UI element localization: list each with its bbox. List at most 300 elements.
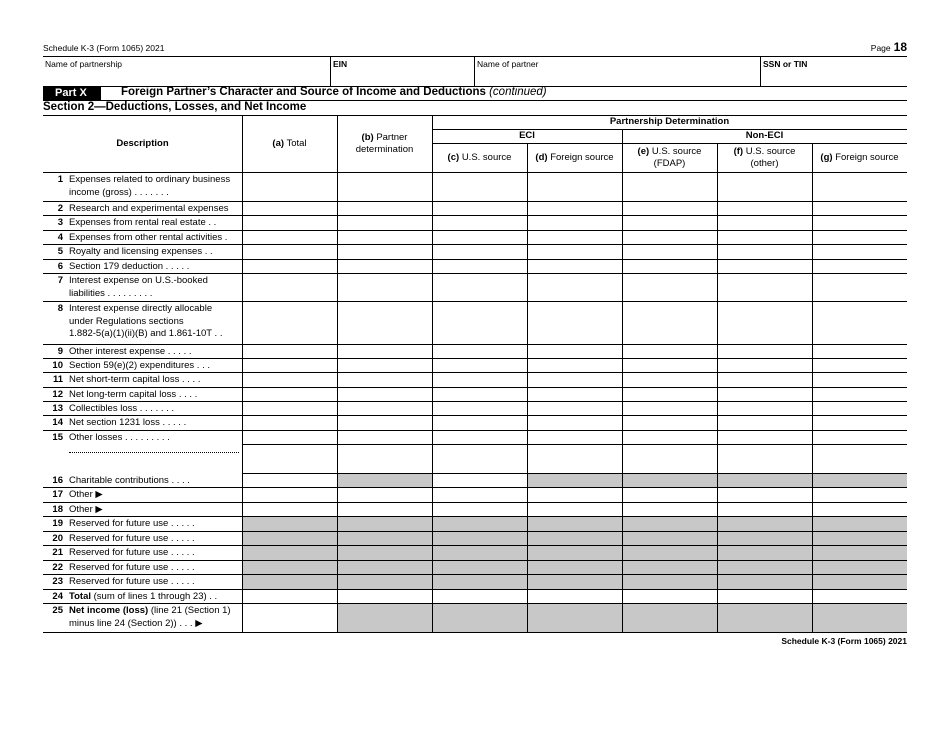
row-label-line: Section 179 deduction . . . . . xyxy=(69,261,190,272)
shaded-cell xyxy=(528,532,622,545)
entry-cell[interactable] xyxy=(338,345,432,358)
entry-cell[interactable] xyxy=(243,245,337,259)
row-label-text: (sum of lines 1 through 23) . . xyxy=(91,591,218,602)
entry-cell[interactable] xyxy=(528,445,622,473)
shaded-cell xyxy=(338,546,432,560)
shaded-cell xyxy=(718,575,812,589)
entry-cell[interactable] xyxy=(243,416,337,430)
row-number: 10 xyxy=(52,360,63,371)
shaded-cell xyxy=(813,517,907,531)
entry-cell[interactable] xyxy=(623,202,717,215)
row-label-line: Net long-term capital loss . . . . xyxy=(69,389,198,400)
row-label xyxy=(69,203,241,216)
shaded-cell xyxy=(528,546,622,560)
entry-cell[interactable] xyxy=(718,416,812,430)
entry-cell[interactable] xyxy=(623,445,717,473)
entry-cell[interactable] xyxy=(813,590,907,603)
entry-cell[interactable] xyxy=(433,590,527,603)
entry-cell[interactable] xyxy=(528,173,622,201)
entry-cell[interactable] xyxy=(813,274,907,301)
shaded-cell xyxy=(338,561,432,574)
row-label xyxy=(69,303,241,341)
shaded-cell xyxy=(813,561,907,574)
entry-cell[interactable] xyxy=(243,445,337,473)
entry-cell[interactable] xyxy=(718,274,812,301)
row-label-line: Other losses . . . . . . . . . xyxy=(69,432,170,443)
col-f-label: U.S. source xyxy=(745,146,796,158)
entry-cell[interactable] xyxy=(718,488,812,502)
shaded-cell xyxy=(528,575,622,589)
entry-cell[interactable] xyxy=(813,260,907,273)
row-label xyxy=(69,432,241,445)
entry-cell[interactable] xyxy=(243,345,337,358)
entry-cell[interactable] xyxy=(433,359,527,372)
row-label xyxy=(69,261,241,274)
entry-cell[interactable] xyxy=(243,302,337,344)
form-footer: Schedule K-3 (Form 1065) 2021 xyxy=(781,636,907,646)
identification-bar xyxy=(43,56,907,87)
col-f-label2: (other) xyxy=(750,157,779,169)
entry-cell[interactable] xyxy=(718,445,812,473)
col-header-c xyxy=(432,143,527,172)
entry-cell[interactable] xyxy=(243,590,337,603)
partner-name-field[interactable] xyxy=(474,57,760,86)
shaded-cell xyxy=(813,575,907,589)
entry-cell[interactable] xyxy=(528,345,622,358)
shaded-cell xyxy=(433,561,527,574)
col-e-label: U.S. source xyxy=(651,146,702,158)
entry-cell[interactable] xyxy=(433,474,527,487)
entry-cell[interactable] xyxy=(623,245,717,259)
entry-cell[interactable] xyxy=(623,488,717,502)
row-number: 25 xyxy=(52,605,63,616)
ein-label: EIN xyxy=(333,59,348,69)
entry-cell[interactable] xyxy=(338,373,432,387)
col-d-letter: (d) xyxy=(535,151,548,163)
entry-cell[interactable] xyxy=(338,590,432,603)
row-number: 16 xyxy=(52,475,63,486)
entry-cell[interactable] xyxy=(528,231,622,244)
entry-cell[interactable] xyxy=(338,488,432,502)
entry-cell[interactable] xyxy=(338,503,432,516)
row-label-line: Charitable contributions . . . . xyxy=(69,475,190,486)
entry-cell[interactable] xyxy=(338,431,432,444)
entry-cell[interactable] xyxy=(813,416,907,430)
entry-cell[interactable] xyxy=(243,388,337,401)
row-label-line: Other ▶ xyxy=(69,489,103,500)
row-label-line: Reserved for future use . . . . . xyxy=(69,562,195,573)
shaded-cell xyxy=(243,575,337,589)
row-label xyxy=(69,232,241,245)
entry-cell[interactable] xyxy=(813,402,907,415)
row-label-line: 1.882-5(a)(1)(ii)(B) and 1.861-10T . . xyxy=(69,328,223,339)
entry-cell[interactable] xyxy=(433,373,527,387)
row-number: 19 xyxy=(52,518,63,529)
shaded-cell xyxy=(338,532,432,545)
row-label-line: liabilities . . . . . . . . . xyxy=(69,287,153,299)
col-a-label: Total xyxy=(286,137,307,149)
entry-cell[interactable] xyxy=(528,274,622,301)
row-rule xyxy=(242,473,907,474)
shaded-cell xyxy=(243,546,337,560)
entry-cell[interactable] xyxy=(338,245,432,259)
row-number: 14 xyxy=(52,417,63,428)
entry-cell[interactable] xyxy=(243,202,337,215)
entry-cell[interactable] xyxy=(433,445,527,473)
row-label-line: Expenses related to ordinary business xyxy=(69,174,231,185)
row-label-line: Reserved for future use . . . . . xyxy=(69,518,195,529)
entry-cell[interactable] xyxy=(243,488,337,502)
row-label xyxy=(69,275,241,300)
entry-cell[interactable] xyxy=(528,202,622,215)
col-header-b xyxy=(337,115,432,172)
part-title-suffix: (continued) xyxy=(489,86,547,98)
shaded-cell xyxy=(528,561,622,574)
entry-cell[interactable] xyxy=(718,359,812,372)
entry-cell[interactable] xyxy=(813,302,907,344)
entry-cell[interactable] xyxy=(718,231,812,244)
row-label xyxy=(69,547,241,560)
row-label xyxy=(69,417,241,430)
entry-cell[interactable] xyxy=(433,488,527,502)
entry-cell[interactable] xyxy=(338,231,432,244)
shaded-cell xyxy=(528,517,622,531)
page-label: Page xyxy=(870,43,891,53)
entry-cell[interactable] xyxy=(623,373,717,387)
shaded-cell xyxy=(433,517,527,531)
entry-cell[interactable] xyxy=(433,402,527,415)
row-label xyxy=(69,605,241,630)
entry-cell[interactable] xyxy=(243,474,337,487)
entry-cell[interactable] xyxy=(528,216,622,230)
entry-cell[interactable] xyxy=(718,590,812,603)
row-number: 13 xyxy=(52,403,63,414)
entry-cell[interactable] xyxy=(338,202,432,215)
partnership-name-field[interactable] xyxy=(43,57,330,86)
shaded-cell xyxy=(623,561,717,574)
row-label-line: Net short-term capital loss . . . . xyxy=(69,374,201,385)
row-number: 1 xyxy=(57,174,63,185)
ein-field[interactable] xyxy=(330,57,474,86)
entry-cell[interactable] xyxy=(433,345,527,358)
shaded-cell xyxy=(338,604,432,632)
row-label xyxy=(69,504,241,517)
row-number: 15 xyxy=(52,432,63,443)
shaded-cell xyxy=(243,561,337,574)
row-number: 3 xyxy=(57,217,63,228)
row-number: 21 xyxy=(52,547,63,558)
col-header-d xyxy=(527,143,622,172)
col-b-label2: determination xyxy=(355,143,414,155)
row-label xyxy=(69,533,241,546)
entry-cell[interactable] xyxy=(813,373,907,387)
shaded-cell xyxy=(623,532,717,545)
entry-cell[interactable] xyxy=(718,245,812,259)
entry-cell[interactable] xyxy=(813,503,907,516)
form-header xyxy=(43,40,907,55)
entry-cell[interactable] xyxy=(243,274,337,301)
entry-cell[interactable] xyxy=(718,373,812,387)
entry-cell[interactable] xyxy=(718,431,812,444)
row-label xyxy=(69,403,241,416)
row-label xyxy=(69,374,241,387)
entry-cell[interactable] xyxy=(528,245,622,259)
entry-cell[interactable] xyxy=(528,388,622,401)
entry-cell[interactable] xyxy=(813,431,907,444)
shaded-cell xyxy=(623,546,717,560)
row-label-line: Interest expense on U.S.-booked xyxy=(69,275,208,286)
row-label-line: Net section 1231 loss . . . . . xyxy=(69,417,187,428)
entry-cell[interactable] xyxy=(813,488,907,502)
shaded-cell xyxy=(433,604,527,632)
shaded-cell xyxy=(623,604,717,632)
shaded-cell xyxy=(718,532,812,545)
row-label-line: Reserved for future use . . . . . xyxy=(69,576,195,587)
entry-cell[interactable] xyxy=(528,488,622,502)
deductions-table xyxy=(43,115,907,633)
part-title xyxy=(121,86,547,98)
entry-cell[interactable] xyxy=(338,173,432,201)
entry-cell[interactable] xyxy=(243,503,337,516)
row-number: 22 xyxy=(52,562,63,573)
shaded-cell xyxy=(813,604,907,632)
entry-cell[interactable] xyxy=(813,231,907,244)
col-header-non-eci: Non-ECI xyxy=(745,130,784,142)
entry-cell[interactable] xyxy=(718,503,812,516)
entry-cell[interactable] xyxy=(623,431,717,444)
entry-cell[interactable] xyxy=(338,302,432,344)
entry-cell[interactable] xyxy=(623,173,717,201)
entry-cell[interactable] xyxy=(243,260,337,273)
entry-cell[interactable] xyxy=(718,388,812,401)
shaded-cell xyxy=(813,474,907,487)
entry-cell[interactable] xyxy=(718,173,812,201)
entry-cell[interactable] xyxy=(338,402,432,415)
row-number: 24 xyxy=(52,591,63,602)
shaded-cell xyxy=(623,474,717,487)
shaded-cell xyxy=(718,546,812,560)
entry-cell[interactable] xyxy=(433,173,527,201)
entry-cell[interactable] xyxy=(813,359,907,372)
entry-cell[interactable] xyxy=(433,216,527,230)
entry-cell[interactable] xyxy=(433,245,527,259)
entry-cell[interactable] xyxy=(338,216,432,230)
row-label xyxy=(69,562,241,575)
row-number: 18 xyxy=(52,504,63,515)
entry-cell[interactable] xyxy=(718,216,812,230)
page-indicator xyxy=(871,40,907,54)
shaded-cell xyxy=(623,575,717,589)
entry-cell[interactable] xyxy=(338,274,432,301)
col-c-letter: (c) xyxy=(447,151,460,163)
entry-cell[interactable] xyxy=(528,373,622,387)
entry-cell[interactable] xyxy=(528,431,622,444)
entry-cell[interactable] xyxy=(243,402,337,415)
row-label-line: Reserved for future use . . . . . xyxy=(69,547,195,558)
write-in-line[interactable] xyxy=(69,452,239,453)
entry-cell[interactable] xyxy=(433,202,527,215)
entry-cell[interactable] xyxy=(243,359,337,372)
row-label xyxy=(69,217,241,230)
row-number: 9 xyxy=(57,346,63,357)
col-header-description: Description xyxy=(116,137,169,149)
row-label-line: Research and experimental expenses xyxy=(69,203,229,214)
row-label-line: minus line 24 (Section 2)) . . . ▶ xyxy=(69,617,203,629)
entry-cell[interactable] xyxy=(243,373,337,387)
row-label xyxy=(69,246,241,259)
row-label xyxy=(69,518,241,531)
entry-cell[interactable] xyxy=(433,274,527,301)
row-number: 8 xyxy=(57,303,63,314)
entry-cell[interactable] xyxy=(813,202,907,215)
entry-cell[interactable] xyxy=(243,173,337,201)
entry-cell[interactable] xyxy=(623,590,717,603)
shaded-cell xyxy=(433,532,527,545)
entry-cell[interactable] xyxy=(718,345,812,358)
section-title: Section 2—Deductions, Losses, and Net Income xyxy=(43,101,307,113)
entry-cell[interactable] xyxy=(623,388,717,401)
col-header-a xyxy=(242,115,337,172)
row-number: 23 xyxy=(52,576,63,587)
entry-cell[interactable] xyxy=(338,388,432,401)
row-label-line: Interest expense directly allocable xyxy=(69,303,213,314)
entry-cell[interactable] xyxy=(243,216,337,230)
col-a-letter: (a) xyxy=(272,137,285,149)
row-label-bold: Net income (loss) xyxy=(69,605,149,616)
col-b-label: Partner xyxy=(376,132,408,144)
shaded-cell xyxy=(338,575,432,589)
entry-cell[interactable] xyxy=(813,245,907,259)
shaded-cell xyxy=(813,546,907,560)
col-header-e xyxy=(622,143,717,172)
entry-cell[interactable] xyxy=(623,274,717,301)
row-label xyxy=(69,346,241,359)
entry-cell[interactable] xyxy=(433,388,527,401)
entry-cell[interactable] xyxy=(623,345,717,358)
row-label-line: under Regulations sections xyxy=(69,315,184,327)
entry-cell[interactable] xyxy=(813,445,907,473)
entry-cell[interactable] xyxy=(623,503,717,516)
partner-name-label: Name of partner xyxy=(477,59,539,69)
entry-cell[interactable] xyxy=(718,402,812,415)
entry-cell[interactable] xyxy=(433,416,527,430)
row-label-line: Other ▶ xyxy=(69,504,103,515)
entry-cell[interactable] xyxy=(813,388,907,401)
col-b-letter: (b) xyxy=(361,132,374,144)
row-number: 7 xyxy=(57,275,63,286)
entry-cell[interactable] xyxy=(528,416,622,430)
entry-cell[interactable] xyxy=(338,260,432,273)
row-label-bold: Total xyxy=(69,591,91,602)
entry-cell[interactable] xyxy=(718,202,812,215)
entry-cell[interactable] xyxy=(813,345,907,358)
entry-cell[interactable] xyxy=(623,402,717,415)
shaded-cell xyxy=(528,474,622,487)
row-label-line: Reserved for future use . . . . . xyxy=(69,533,195,544)
col-header-partnership-determination: Partnership Determination xyxy=(609,116,730,128)
shaded-cell xyxy=(433,575,527,589)
row-label xyxy=(69,389,241,402)
ssn-field[interactable] xyxy=(760,57,907,86)
shaded-cell xyxy=(243,517,337,531)
entry-cell[interactable] xyxy=(623,302,717,344)
row-rule xyxy=(43,531,907,532)
entry-cell[interactable] xyxy=(433,503,527,516)
shaded-cell xyxy=(623,517,717,531)
row-label-line: income (gross) . . . . . . . xyxy=(69,186,169,198)
row-number: 11 xyxy=(52,374,63,385)
row-label-line: Expenses from other rental activities . xyxy=(69,232,228,243)
partnership-name-label: Name of partnership xyxy=(45,59,123,69)
row-number: 17 xyxy=(52,489,63,500)
entry-cell[interactable] xyxy=(528,590,622,603)
col-header-g xyxy=(812,143,907,172)
row-number: 20 xyxy=(52,533,63,544)
col-header-f xyxy=(717,143,812,172)
row-label xyxy=(69,591,241,604)
row-number: 6 xyxy=(57,261,63,272)
entry-cell[interactable] xyxy=(338,445,432,473)
row-rule xyxy=(43,560,907,561)
shaded-cell xyxy=(338,474,432,487)
col-header-eci: ECI xyxy=(519,130,535,142)
col-e-label2: (FDAP) xyxy=(653,157,686,169)
entry-cell[interactable] xyxy=(243,604,337,632)
entry-cell[interactable] xyxy=(718,260,812,273)
row-number: 4 xyxy=(57,232,63,243)
entry-cell[interactable] xyxy=(528,359,622,372)
shaded-cell xyxy=(718,561,812,574)
entry-cell[interactable] xyxy=(528,260,622,273)
entry-cell[interactable] xyxy=(813,216,907,230)
entry-cell[interactable] xyxy=(338,416,432,430)
row-rule xyxy=(43,632,907,633)
row-number: 5 xyxy=(57,246,63,257)
row-label-line: Expenses from rental real estate . . xyxy=(69,217,217,228)
entry-cell[interactable] xyxy=(433,302,527,344)
entry-cell[interactable] xyxy=(623,359,717,372)
entry-cell[interactable] xyxy=(813,173,907,201)
entry-cell[interactable] xyxy=(623,216,717,230)
entry-cell[interactable] xyxy=(243,431,337,444)
entry-cell[interactable] xyxy=(528,302,622,344)
shaded-cell xyxy=(718,604,812,632)
row-label xyxy=(69,360,241,373)
entry-cell[interactable] xyxy=(623,231,717,244)
row-label-line: Other interest expense . . . . . xyxy=(69,346,192,357)
entry-cell[interactable] xyxy=(623,260,717,273)
entry-cell[interactable] xyxy=(433,260,527,273)
entry-cell[interactable] xyxy=(623,416,717,430)
entry-cell[interactable] xyxy=(433,231,527,244)
entry-cell[interactable] xyxy=(528,503,622,516)
part-badge: Part X xyxy=(43,87,101,100)
entry-cell[interactable] xyxy=(243,231,337,244)
row-label xyxy=(69,475,241,488)
ssn-label: SSN or TIN xyxy=(763,59,808,69)
row-label xyxy=(69,489,241,502)
shaded-cell xyxy=(243,532,337,545)
entry-cell[interactable] xyxy=(528,402,622,415)
row-label xyxy=(69,174,241,199)
col-g-label: Foreign source xyxy=(835,151,899,163)
col-f-letter: (f) xyxy=(733,146,744,158)
entry-cell[interactable] xyxy=(433,431,527,444)
row-label-line: Section 59(e)(2) expenditures . . . xyxy=(69,360,210,371)
row-label xyxy=(69,576,241,589)
entry-cell[interactable] xyxy=(718,302,812,344)
entry-cell[interactable] xyxy=(338,359,432,372)
